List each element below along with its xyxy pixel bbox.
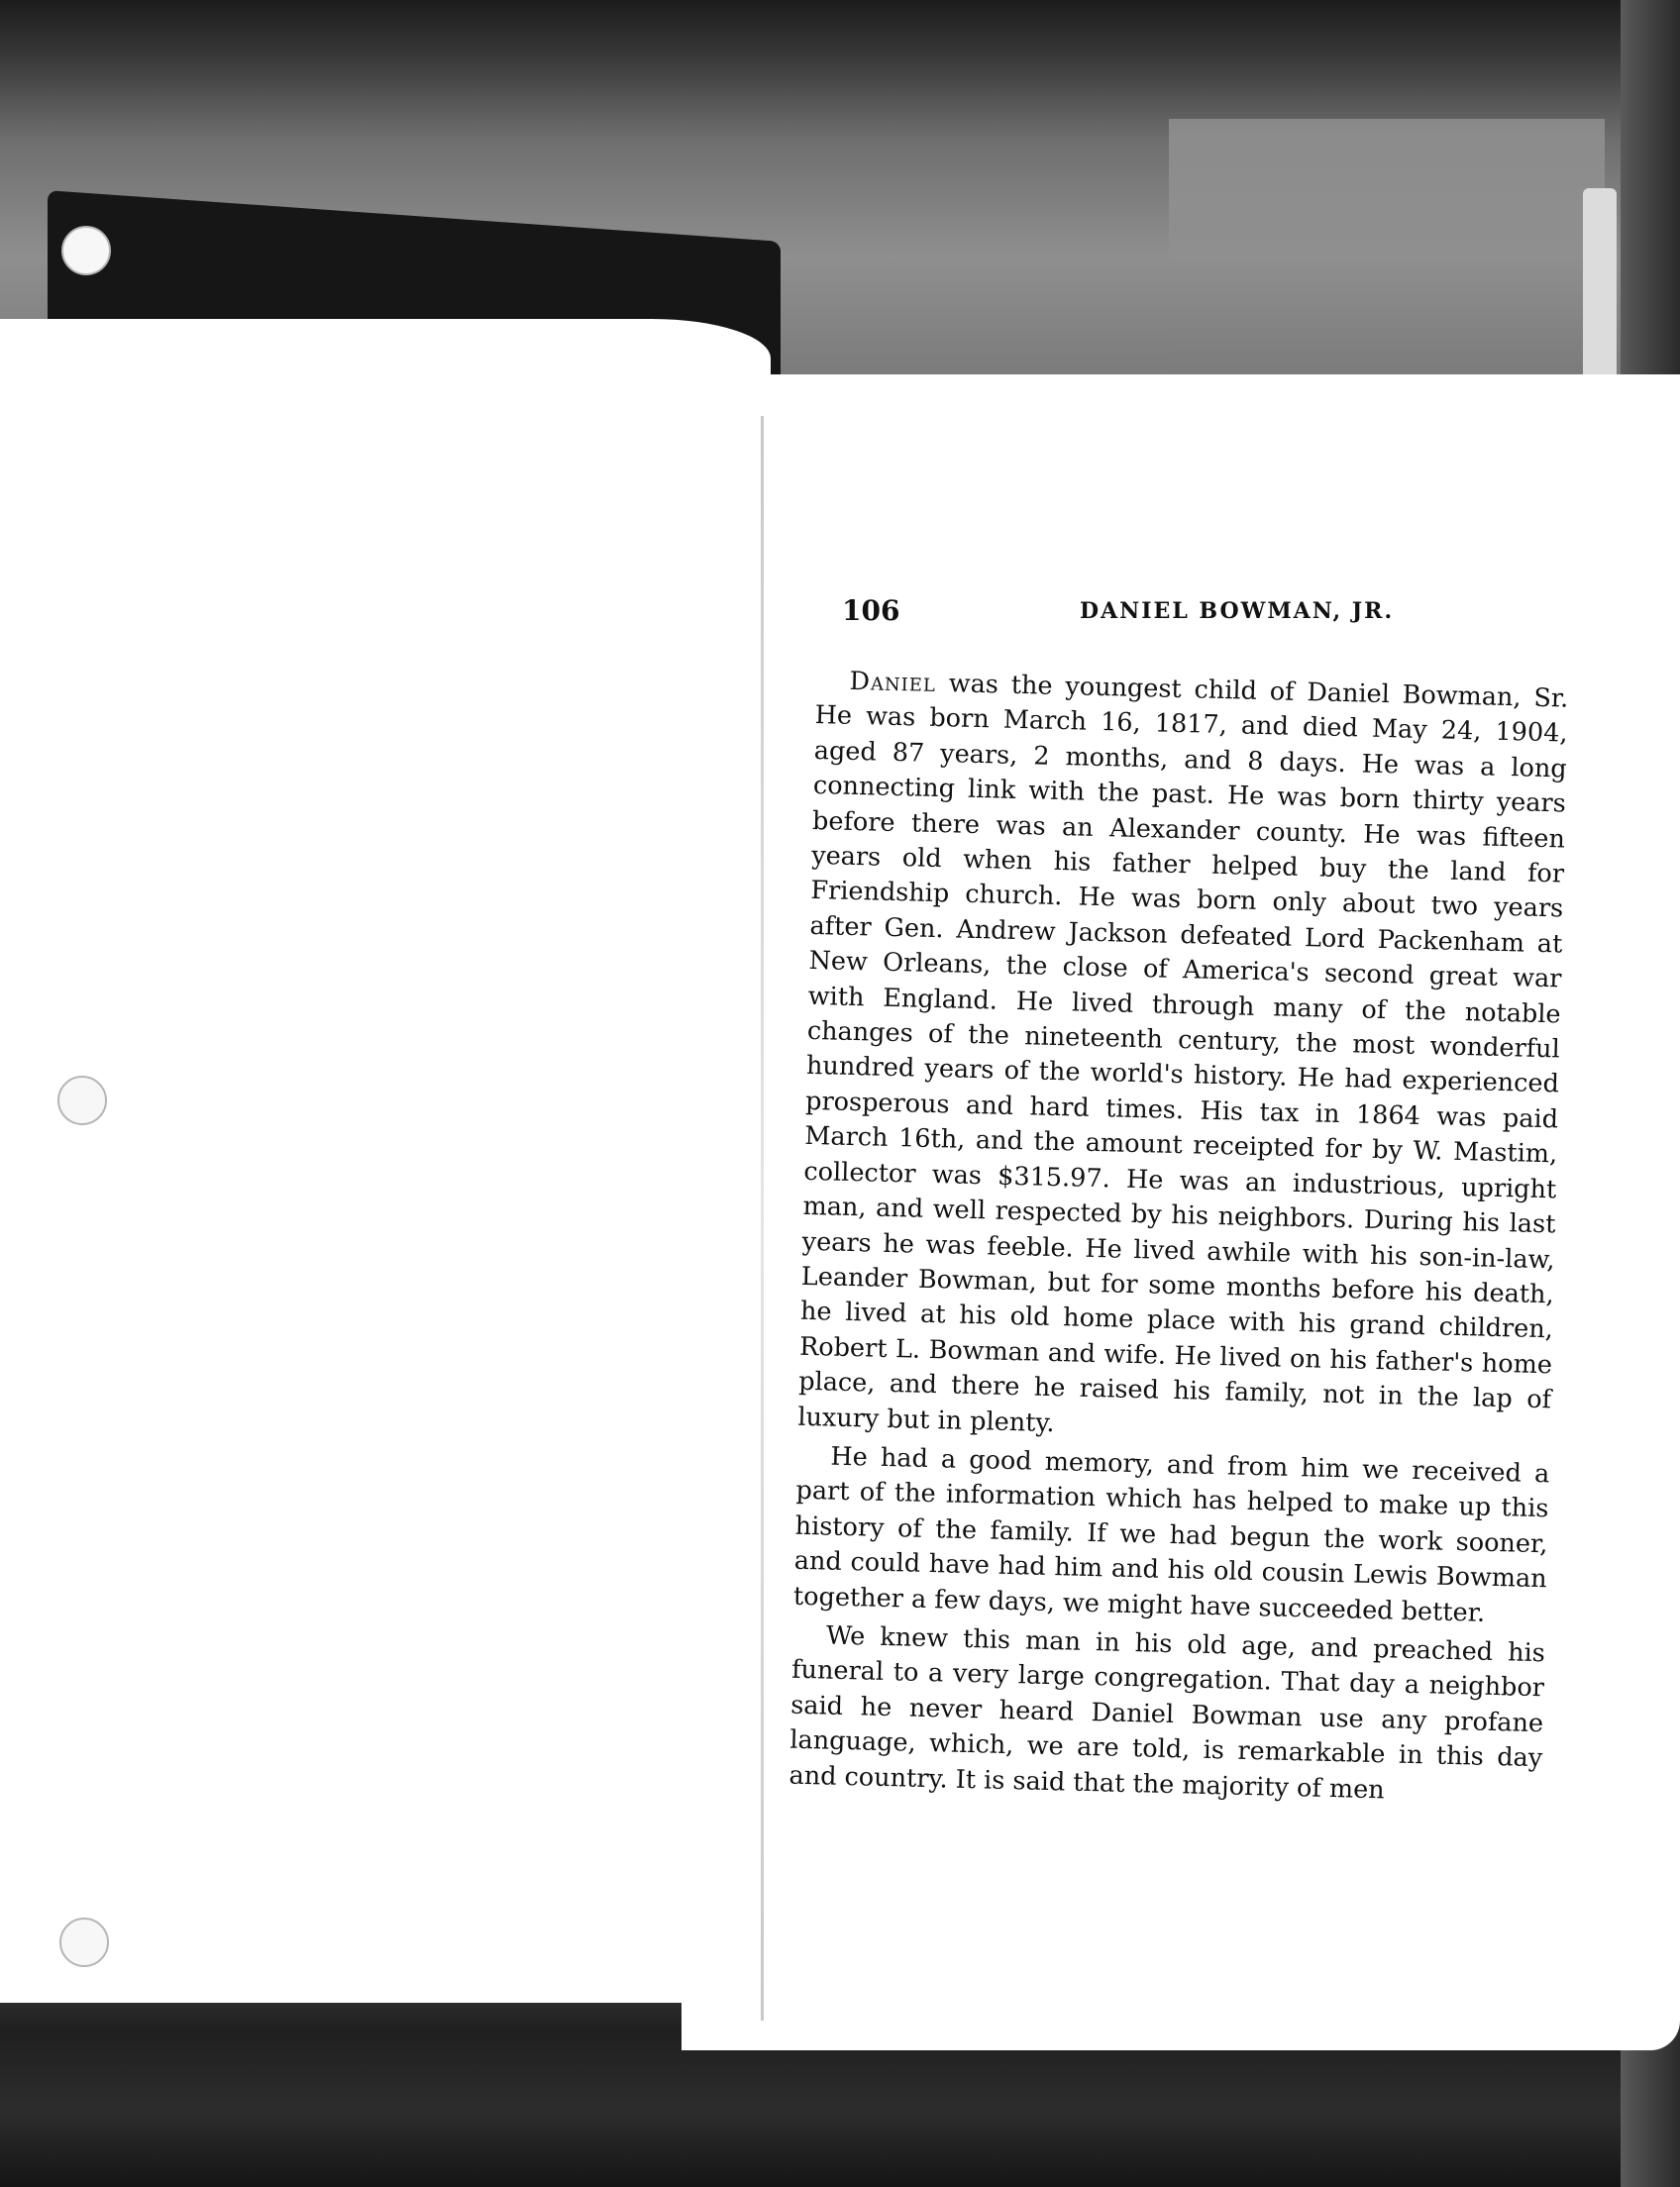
paragraph-2: He had a good memory, and from him we received a part of the information which has helped to make up this history of the family. If we had begun the work sooner, and could have had him and his old cousin Lewis Bowman together a few days, we might have succeeded better. [792,1441,1550,1628]
book-gutter [761,416,764,2021]
left-page-blank [0,319,771,2003]
running-head [842,594,1595,634]
chapter-title: DANIEL BOWMAN, JR. [1080,598,1395,624]
paragraph-1 [797,664,1569,1453]
opening-word: Daniel [849,666,937,698]
punch-hole-top [61,226,111,275]
punch-hole-middle [57,1076,107,1125]
page-number: 106 [842,594,900,627]
punch-hole-bottom [59,1918,109,1967]
paragraph-1-text: was the youngest child of Daniel Bowman, Sr. He was born March 16, 1817, and died May 24, 1904, aged 87 years, 2 months, and 8 days. He was a long connecting link with the past. He was born thirty years before there was an Alexander county. He was fifteen years old when his father helped buy the land for Friendship church. He was born only about two years after Gen. Andrew Jackson defeated Lord Packenham at New Orleans, the close of America's second great war with England. He lived through many of the notable changes of the nineteenth century, the most wonderful hundred years of the world's history. He had experienced prosperous and hard times. His tax in 1864 was paid March 16th, and the amount receipted for by W. Mastim, collector was $315.97. He was an industrious, upright man, and well respected by his neighbors. During his last years he was feeble. He lived awhile with his son-in-law, Leander Bowman, but for some months before his death, he lived at his old home place with his grand children, Robert L. Bowman and wife. He lived on his father's home place, and there he raised his family, not in the lap of luxury but in plenty. [797,668,1569,1438]
background-shelf [1169,119,1605,376]
paragraph-3: We knew this man in his old age, and preached his funeral to a very large congregation. That day a neighbor said he never heard Daniel Bowman use any profane language, which, we are told, is remarkable in this day and country. It is said that the majority of men [788,1620,1546,1805]
page-body-text [786,664,1568,1920]
